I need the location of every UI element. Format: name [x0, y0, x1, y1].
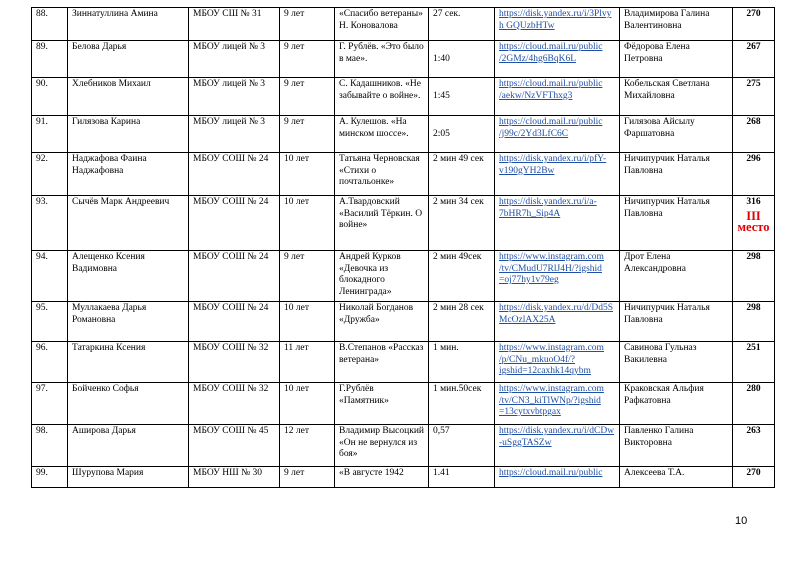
duration-cell — [429, 251, 495, 302]
teacher-name-cell: Ничипурчик Наталья Павловна — [620, 153, 733, 196]
table-row — [32, 196, 775, 251]
participant-age-cell: 10 лет — [280, 383, 335, 425]
score-cell — [733, 383, 775, 425]
place-award: III место — [737, 208, 770, 235]
row-number-cell: 90. — [32, 78, 68, 116]
score-cell — [733, 116, 775, 153]
school-name-cell: МБОУ лицей № 3 — [189, 41, 280, 78]
video-link-cell — [495, 342, 620, 383]
participant-age-cell: 9 лет — [280, 467, 335, 488]
participant-name-cell: Алещенко Ксения Вадимовна — [68, 251, 189, 302]
score-value: 267 — [746, 42, 761, 52]
teacher-name-cell: Павленко Галина Викторовна — [620, 425, 733, 467]
participant-name-cell: Сычёв Марк Андреевич — [68, 196, 189, 251]
work-title-cell: Андрей Курков «Девочка из блокадного Ленинграда» — [335, 251, 429, 302]
table-row — [32, 8, 775, 41]
row-number-cell: 88. — [32, 8, 68, 41]
teacher-name-cell: Гилязова Айсылу Фаршатовна — [620, 116, 733, 153]
participant-age-cell: 9 лет — [280, 116, 335, 153]
participant-name-cell: Муллакаева Дарья Романовна — [68, 302, 189, 342]
work-title-cell: Татьяна Черновская «Стихи о почтальонке» — [335, 153, 429, 196]
duration-text: 1.41 — [433, 468, 450, 478]
participant-age-cell: 10 лет — [280, 196, 335, 251]
participant-age-cell: 9 лет — [280, 8, 335, 41]
duration-text: 2 мин 49сек — [433, 252, 482, 262]
video-link-cell — [495, 196, 620, 251]
teacher-name-cell: Ничипурчик Наталья Павловна — [620, 302, 733, 342]
teacher-name-cell: Краковская Альфия Рафкатовна — [620, 383, 733, 425]
row-number-cell: 96. — [32, 342, 68, 383]
duration-cell — [429, 467, 495, 488]
score-value: 296 — [746, 154, 761, 164]
video-link-cell — [495, 8, 620, 41]
teacher-name-cell: Савинова Гульназ Вакилевна — [620, 342, 733, 383]
video-link[interactable]: https://disk.yandex.ru/d/Dd5SMcOzlAX25A — [499, 303, 613, 325]
school-name-cell: МБОУ СОШ № 24 — [189, 196, 280, 251]
duration-text: 1 мин. — [433, 343, 459, 353]
video-link[interactable]: https://www.instagram.com /tv/CMudU7RlJ4H/?igshid =oj77hy1v79eg — [499, 252, 604, 286]
score-value: 280 — [746, 384, 761, 394]
participant-name-cell: Гилязова Карина — [68, 116, 189, 153]
school-name-cell: МБОУ СОШ № 24 — [189, 302, 280, 342]
table-body — [32, 8, 775, 488]
duration-text: 27 сек. — [433, 9, 461, 19]
duration-cell — [429, 41, 495, 78]
video-link[interactable]: https://www.instagram.com /tv/CN3_kiTlWNp/?igshid =13cytxvbtpgax — [499, 384, 604, 418]
score-cell — [733, 196, 775, 251]
work-title-cell: А.Твардовский «Василий Тёркин. О войне» — [335, 196, 429, 251]
video-link-cell — [495, 153, 620, 196]
row-number-cell: 95. — [32, 302, 68, 342]
table-row — [32, 251, 775, 302]
score-value: 268 — [746, 117, 761, 127]
duration-text: 2 мин 49 сек — [433, 154, 484, 164]
table-row — [32, 153, 775, 196]
row-number-cell: 92. — [32, 153, 68, 196]
work-title-cell: Г.Рублёв «Памятник» — [335, 383, 429, 425]
table-row — [32, 302, 775, 342]
results-table — [31, 7, 775, 488]
duration-text: 2:05 — [433, 128, 450, 139]
score-cell — [733, 8, 775, 41]
score-value: 251 — [746, 343, 761, 353]
row-number-cell: 94. — [32, 251, 68, 302]
video-link-cell — [495, 78, 620, 116]
participant-age-cell: 12 лет — [280, 425, 335, 467]
participant-name-cell: Бойченко Софья — [68, 383, 189, 425]
work-title-cell: С. Кадашников. «Не забывайте о войне». — [335, 78, 429, 116]
score-cell — [733, 41, 775, 78]
score-cell — [733, 467, 775, 488]
participant-age-cell: 9 лет — [280, 41, 335, 78]
participant-age-cell: 11 лет — [280, 342, 335, 383]
table-row — [32, 78, 775, 116]
row-number-cell: 93. — [32, 196, 68, 251]
table-row — [32, 467, 775, 488]
score-value: 298 — [746, 252, 761, 262]
video-link-cell — [495, 116, 620, 153]
score-cell — [733, 302, 775, 342]
school-name-cell: МБОУ СОШ № 24 — [189, 153, 280, 196]
score-cell — [733, 153, 775, 196]
video-link-cell — [495, 425, 620, 467]
duration-cell — [429, 8, 495, 41]
video-link[interactable]: https://www.instagram.com /p/CNu_mkuoO4f/?igshid=12caxhk14qybm — [499, 343, 604, 377]
score-cell — [733, 251, 775, 302]
participant-name-cell: Наджафова Фаина Наджафовна — [68, 153, 189, 196]
teacher-name-cell: Ничипурчик Наталья Павловна — [620, 196, 733, 251]
table-row — [32, 41, 775, 78]
score-value: 270 — [746, 9, 761, 19]
duration-text: 1:45 — [433, 90, 450, 101]
work-title-cell: Г. Рублёв. «Это было в мае». — [335, 41, 429, 78]
school-name-cell: МБОУ СОШ № 24 — [189, 251, 280, 302]
page-number: 10 — [735, 515, 748, 527]
school-name-cell: МБОУ СОШ № 32 — [189, 383, 280, 425]
participant-age-cell: 9 лет — [280, 251, 335, 302]
video-link[interactable]: https://cloud.mail.ru/public — [499, 468, 603, 478]
video-link[interactable]: https://cloud.mail.ru/public /aekw/NzVFThxg3 — [499, 79, 603, 101]
teacher-name-cell: Фёдорова Елена Петровна — [620, 41, 733, 78]
score-cell — [733, 78, 775, 116]
score-value: 316 — [746, 197, 761, 207]
row-number-cell: 97. — [32, 383, 68, 425]
participant-age-cell: 10 лет — [280, 302, 335, 342]
duration-text: 2 мин 28 сек — [433, 303, 484, 313]
school-name-cell: МБОУ СШ № 31 — [189, 8, 280, 41]
participant-name-cell: Белова Дарья — [68, 41, 189, 78]
video-link[interactable]: https://disk.yandex.ru/i/dCDw-uSggTASZw — [499, 426, 615, 448]
table-row — [32, 116, 775, 153]
duration-cell — [429, 153, 495, 196]
row-number-cell: 89. — [32, 41, 68, 78]
duration-text: 1 мин.50сек — [433, 384, 482, 394]
video-link-cell — [495, 41, 620, 78]
score-value: 275 — [746, 79, 761, 89]
duration-cell — [429, 383, 495, 425]
school-name-cell: МБОУ НШ № 30 — [189, 467, 280, 488]
school-name-cell: МБОУ лицей № 3 — [189, 116, 280, 153]
duration-text: 1:40 — [433, 53, 450, 64]
video-link[interactable]: https://cloud.mail.ru/public /j99c/2Yd3LfC6C — [499, 117, 603, 139]
row-number-cell: 99. — [32, 467, 68, 488]
duration-cell — [429, 78, 495, 116]
participant-name-cell: Хлебников Михаил — [68, 78, 189, 116]
score-value: 270 — [746, 468, 761, 478]
score-cell — [733, 342, 775, 383]
duration-cell — [429, 196, 495, 251]
work-title-cell: В.Степанов «Рассказ ветерана» — [335, 342, 429, 383]
teacher-name-cell: Владимирова Галина Валентиновна — [620, 8, 733, 41]
teacher-name-cell: Дрот Елена Александровна — [620, 251, 733, 302]
duration-text: 0,57 — [433, 426, 450, 436]
video-link-cell — [495, 467, 620, 488]
video-link-cell — [495, 302, 620, 342]
spacer — [433, 117, 490, 129]
score-value: 263 — [746, 426, 761, 436]
video-link-cell — [495, 383, 620, 425]
video-link[interactable]: https://cloud.mail.ru/public /2GMz/4hg6BqK6L — [499, 42, 603, 64]
work-title-cell: Николай Богданов «Дружба» — [335, 302, 429, 342]
row-number-cell: 98. — [32, 425, 68, 467]
participant-age-cell: 10 лет — [280, 153, 335, 196]
school-name-cell: МБОУ СОШ № 45 — [189, 425, 280, 467]
spacer — [433, 42, 490, 54]
teacher-name-cell: Кобельская Светлана Михайловна — [620, 78, 733, 116]
participant-name-cell: Татаркина Ксения — [68, 342, 189, 383]
work-title-cell: Владимир Высоцкий «Он не вернулся из боя» — [335, 425, 429, 467]
work-title-cell: А. Кулешов. «На минском шоссе». — [335, 116, 429, 153]
video-link[interactable]: https://disk.yandex.ru/i/3Plvyh GQUzbHTw — [499, 9, 612, 31]
duration-text: 2 мин 34 сек — [433, 197, 484, 207]
work-title-cell: «В августе 1942 — [335, 467, 429, 488]
duration-cell — [429, 302, 495, 342]
video-link[interactable]: https://disk.yandex.ru/i/a-7bHR7h_Sip4A — [499, 197, 597, 219]
duration-cell — [429, 342, 495, 383]
duration-cell — [429, 425, 495, 467]
video-link-cell — [495, 251, 620, 302]
table-row — [32, 425, 775, 467]
score-cell — [733, 425, 775, 467]
row-number-cell: 91. — [32, 116, 68, 153]
video-link[interactable]: https://disk.yandex.ru/i/pfY-v190gYH2Bw — [499, 154, 607, 176]
participant-age-cell: 9 лет — [280, 78, 335, 116]
spacer — [433, 79, 490, 91]
participant-name-cell: Аширова Дарья — [68, 425, 189, 467]
participant-name-cell: Шурупова Мария — [68, 467, 189, 488]
duration-cell — [429, 116, 495, 153]
table-row — [32, 383, 775, 425]
table-row — [32, 342, 775, 383]
work-title-cell: «Спасибо ветераны» Н. Коновалова — [335, 8, 429, 41]
school-name-cell: МБОУ лицей № 3 — [189, 78, 280, 116]
teacher-name-cell: Алексеева Т.А. — [620, 467, 733, 488]
score-value: 298 — [746, 303, 761, 313]
participant-name-cell: Зиннатуллина Амина — [68, 8, 189, 41]
school-name-cell: МБОУ СОШ № 32 — [189, 342, 280, 383]
